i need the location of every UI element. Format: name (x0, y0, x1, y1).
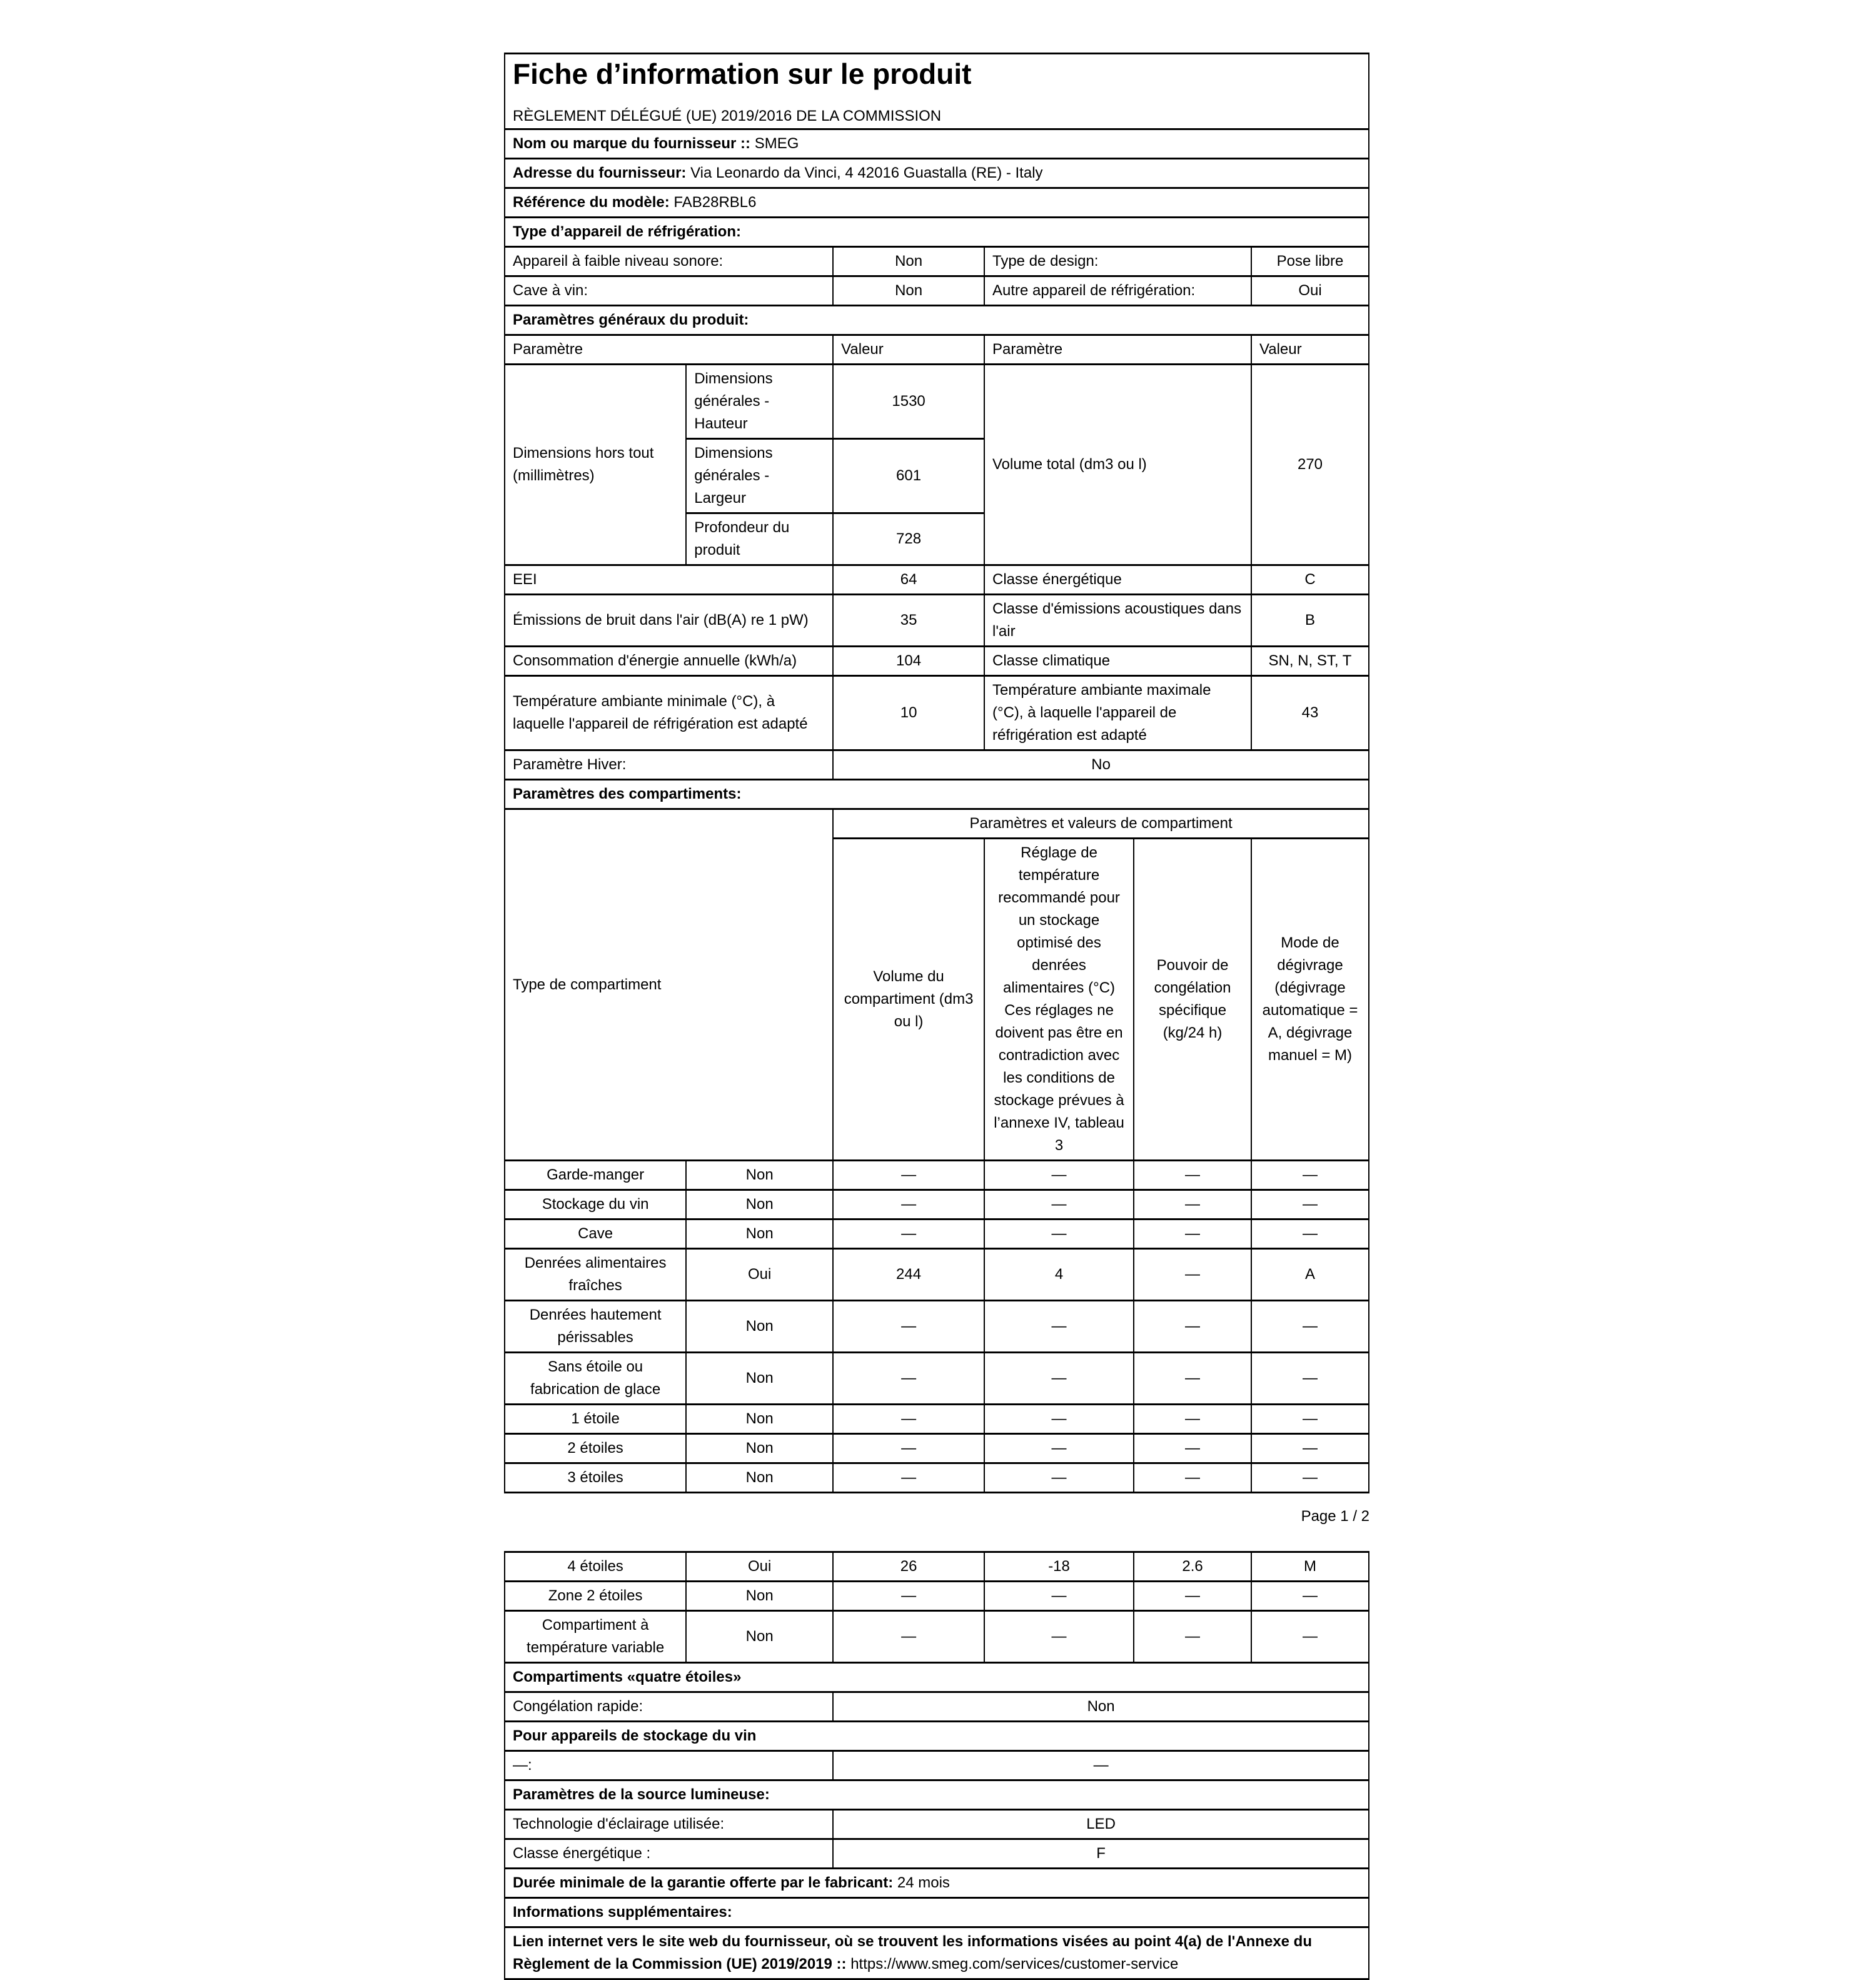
compartment-temp: — (984, 1161, 1134, 1190)
compartment-temp: — (984, 1611, 1134, 1663)
compartments-group-header-row (505, 809, 1369, 839)
wine-empty-row (505, 1751, 1369, 1780)
compartment-type: 2 étoiles (505, 1434, 686, 1463)
col-header-temp-setting: Réglage de température recommandé pour un stockage optimisé des denrées alimentaires (°C) Ces réglages ne doivent pas être en contradiction avec les conditions de stockage prévues à l’annexe IV, tableau 3 (984, 839, 1134, 1161)
compartment-temp: — (984, 1434, 1134, 1463)
compartment-present: Non (686, 1463, 833, 1493)
light-class-row (505, 1839, 1369, 1869)
compartment-freeze: — (1134, 1301, 1251, 1353)
supplier-name-label: Nom ou marque du fournisseur :: (513, 135, 751, 152)
other-appliance-label: Autre appareil de réfrigération: (984, 276, 1251, 306)
supplier-address-value: Via Leonardo da Vinci, 4 42016 Guastalla (RE) - Italy (690, 164, 1043, 181)
energy-class-label: Classe énergétique (984, 565, 1251, 595)
compartment-volume: — (833, 1611, 984, 1663)
compartment-freeze: — (1134, 1405, 1251, 1434)
winter-value: No (833, 750, 1369, 780)
type-row-1 (505, 247, 1369, 276)
compartment-defrost: — (1251, 1190, 1369, 1220)
dim-width-label: Dimensions générales - Largeur (686, 439, 833, 513)
compartment-volume: — (833, 1582, 984, 1611)
compartment-freeze: — (1134, 1353, 1251, 1405)
compartment-present: Oui (686, 1249, 833, 1301)
dim-height-value: 1530 (833, 365, 984, 439)
general-section-header: Paramètres généraux du produit: (505, 306, 1369, 335)
compartment-defrost: — (1251, 1220, 1369, 1249)
compartment-volume: — (833, 1220, 984, 1249)
climate-class-value: SN, N, ST, T (1251, 647, 1369, 676)
model-ref-value: FAB28RBL6 (673, 194, 757, 211)
compartment-row (505, 1405, 1369, 1434)
compartment-type: Stockage du vin (505, 1190, 686, 1220)
max-temp-value: 43 (1251, 676, 1369, 750)
compartments-section-header-row (505, 780, 1369, 809)
col-header-defrost-mode: Mode de dégivrage (dégivrage automatique = A, dégivrage manuel = M) (1251, 839, 1369, 1161)
compartment-row (505, 1301, 1369, 1353)
compartments-section-header: Paramètres des compartiments: (505, 780, 1369, 809)
compartment-defrost: — (1251, 1434, 1369, 1463)
model-ref-cell (505, 188, 1369, 218)
energy-consumption-row (505, 647, 1369, 676)
wine-section-header-row (505, 1722, 1369, 1751)
compartment-volume: — (833, 1301, 984, 1353)
compartment-defrost: M (1251, 1552, 1369, 1582)
model-ref-row (505, 188, 1369, 218)
compartment-volume: 26 (833, 1552, 984, 1582)
light-class-value: F (833, 1839, 1369, 1869)
noise-row (505, 595, 1369, 647)
compartment-volume: — (833, 1463, 984, 1493)
compartment-defrost: — (1251, 1463, 1369, 1493)
compartment-temp: — (984, 1405, 1134, 1434)
consumption-value: 104 (833, 647, 984, 676)
compartment-present: Non (686, 1405, 833, 1434)
compartment-volume: 244 (833, 1249, 984, 1301)
compartments-group-header: Paramètres et valeurs de compartiment (833, 809, 1369, 839)
product-fiche-document (504, 53, 1369, 1980)
noise-class-value: B (1251, 595, 1369, 647)
compartment-row (505, 1161, 1369, 1190)
compartment-temp: — (984, 1582, 1134, 1611)
low-noise-value: Non (833, 247, 984, 276)
wine-cellar-value: Non (833, 276, 984, 306)
title-row (505, 54, 1369, 129)
compartment-volume: — (833, 1353, 984, 1405)
type-row-2 (505, 276, 1369, 306)
param-header-1: Paramètre (505, 335, 833, 365)
compartment-freeze: — (1134, 1463, 1251, 1493)
compartment-volume: — (833, 1434, 984, 1463)
value-header-1: Valeur (833, 335, 984, 365)
other-appliance-value: Oui (1251, 276, 1369, 306)
dimensions-row-height (505, 365, 1369, 439)
wine-row-label: —: (505, 1751, 833, 1780)
consumption-label: Consommation d'énergie annuelle (kWh/a) (505, 647, 833, 676)
design-type-value: Pose libre (1251, 247, 1369, 276)
compartment-freeze: — (1134, 1220, 1251, 1249)
compartment-freeze: — (1134, 1582, 1251, 1611)
compartment-defrost: — (1251, 1611, 1369, 1663)
supplier-address-cell (505, 159, 1369, 188)
dimensions-label: Dimensions hors tout (millimètres) (505, 365, 686, 565)
warranty-label: Durée minimale de la garantie offerte par le fabricant: (513, 1874, 894, 1891)
compartment-present: Non (686, 1611, 833, 1663)
wine-row-value: — (833, 1751, 1369, 1780)
compartment-defrost: — (1251, 1301, 1369, 1353)
four-star-section-header-row (505, 1663, 1369, 1692)
compartment-temp: -18 (984, 1552, 1134, 1582)
low-noise-label: Appareil à faible niveau sonore: (505, 247, 833, 276)
compartment-defrost: — (1251, 1405, 1369, 1434)
supplier-address-label: Adresse du fournisseur: (513, 164, 687, 181)
compartment-type: Sans étoile ou fabrication de glace (505, 1353, 686, 1405)
compartment-type: 1 étoile (505, 1405, 686, 1434)
value-header-2: Valeur (1251, 335, 1369, 365)
compartment-type: Zone 2 étoiles (505, 1582, 686, 1611)
compartment-present: Non (686, 1220, 833, 1249)
compartment-present: Non (686, 1161, 833, 1190)
min-temp-label: Température ambiante minimale (°C), à laquelle l'appareil de réfrigération est adapté (505, 676, 833, 750)
compartment-freeze: — (1134, 1611, 1251, 1663)
supplier-link-label: Lien internet vers le site web du fournisseur, où se trouvent les informations visées au point 4(a) de l'Annexe du Règlement de la Commission (UE) 2019/2019 :: (513, 1933, 1312, 1972)
quick-freeze-value: Non (833, 1692, 1369, 1722)
col-header-volume: Volume du compartiment (dm3 ou l) (833, 839, 984, 1161)
supplier-link-cell (505, 1927, 1369, 1979)
page2-table (504, 1551, 1369, 1980)
four-star-section-header: Compartiments «quatre étoiles» (505, 1663, 1369, 1692)
noise-class-label: Classe d'émissions acoustiques dans l'air (984, 595, 1251, 647)
compartment-row (505, 1582, 1369, 1611)
winter-label: Paramètre Hiver: (505, 750, 833, 780)
compartment-freeze: — (1134, 1434, 1251, 1463)
warranty-value: 24 mois (897, 1874, 950, 1891)
total-volume-value: 270 (1251, 365, 1369, 565)
compartment-row (505, 1249, 1369, 1301)
dim-height-label: Dimensions générales - Hauteur (686, 365, 833, 439)
page1-table (504, 53, 1369, 1493)
compartment-defrost: — (1251, 1161, 1369, 1190)
compartment-row (505, 1434, 1369, 1463)
max-temp-label: Température ambiante maximale (°C), à laquelle l'appareil de réfrigération est adapté (984, 676, 1251, 750)
compartment-temp: — (984, 1220, 1134, 1249)
additional-info-header-row (505, 1898, 1369, 1927)
compartment-row (505, 1611, 1369, 1663)
compartment-freeze: — (1134, 1190, 1251, 1220)
title-cell (505, 54, 1369, 129)
additional-info-header: Informations supplémentaires: (505, 1898, 1369, 1927)
compartment-defrost: — (1251, 1582, 1369, 1611)
compartment-temp: — (984, 1463, 1134, 1493)
supplier-name-cell (505, 129, 1369, 159)
min-temp-value: 10 (833, 676, 984, 750)
compartment-volume: — (833, 1190, 984, 1220)
compartment-present: Non (686, 1434, 833, 1463)
compartment-defrost: — (1251, 1353, 1369, 1405)
eei-row (505, 565, 1369, 595)
quick-freeze-label: Congélation rapide: (505, 1692, 833, 1722)
compartment-temp: — (984, 1353, 1134, 1405)
total-volume-label: Volume total (dm3 ou l) (984, 365, 1251, 565)
light-section-header: Paramètres de la source lumineuse: (505, 1780, 1369, 1810)
compartment-present: Non (686, 1190, 833, 1220)
model-ref-label: Référence du modèle: (513, 194, 670, 211)
compartment-row (505, 1552, 1369, 1582)
compartment-freeze: 2.6 (1134, 1552, 1251, 1582)
light-tech-value: LED (833, 1810, 1369, 1839)
general-section-header-row (505, 306, 1369, 335)
design-type-label: Type de design: (984, 247, 1251, 276)
page-indicator: Page 1 / 2 (1301, 1508, 1369, 1525)
col-header-freezing-capacity: Pouvoir de congélation spécifique (kg/24 h) (1134, 839, 1251, 1161)
supplier-link-row (505, 1927, 1369, 1979)
compartment-temp: — (984, 1190, 1134, 1220)
supplier-link-url: https://www.smeg.com/services/customer-service (850, 1956, 1179, 1972)
energy-class-value: C (1251, 565, 1369, 595)
compartment-present: Oui (686, 1552, 833, 1582)
light-section-header-row (505, 1780, 1369, 1810)
ambient-temperature-row (505, 676, 1369, 750)
dim-depth-label: Profondeur du produit (686, 513, 833, 565)
compartment-type: 3 étoiles (505, 1463, 686, 1493)
light-tech-row (505, 1810, 1369, 1839)
wine-section-header: Pour appareils de stockage du vin (505, 1722, 1369, 1751)
compartment-type: Compartiment à température variable (505, 1611, 686, 1663)
dim-depth-value: 728 (833, 513, 984, 565)
climate-class-label: Classe climatique (984, 647, 1251, 676)
type-section-header-row (505, 218, 1369, 247)
regulation-subtitle: RÈGLEMENT DÉLÉGUÉ (UE) 2019/2016 DE LA COMMISSION (513, 108, 942, 124)
light-tech-label: Technologie d'éclairage utilisée: (505, 1810, 833, 1839)
compartment-row (505, 1190, 1369, 1220)
noise-label: Émissions de bruit dans l'air (dB(A) re 1 pW) (505, 595, 833, 647)
supplier-address-row (505, 159, 1369, 188)
compartment-volume: — (833, 1405, 984, 1434)
param-value-header-row (505, 335, 1369, 365)
compartment-freeze: — (1134, 1249, 1251, 1301)
wine-cellar-label: Cave à vin: (505, 276, 833, 306)
compartment-temp: 4 (984, 1249, 1134, 1301)
compartment-type: Garde-manger (505, 1161, 686, 1190)
compartment-row (505, 1353, 1369, 1405)
compartment-type: Denrées hautement périssables (505, 1301, 686, 1353)
compartment-row (505, 1220, 1369, 1249)
warranty-row (505, 1869, 1369, 1898)
supplier-name-value: SMEG (754, 135, 799, 152)
compartment-type-header: Type de compartiment (505, 809, 833, 1161)
winter-row (505, 750, 1369, 780)
compartment-row (505, 1463, 1369, 1493)
compartment-type: 4 étoiles (505, 1552, 686, 1582)
compartment-type: Denrées alimentaires fraîches (505, 1249, 686, 1301)
noise-value: 35 (833, 595, 984, 647)
compartment-present: Non (686, 1582, 833, 1611)
light-class-label: Classe énergétique : (505, 1839, 833, 1869)
eei-value: 64 (833, 565, 984, 595)
dim-width-value: 601 (833, 439, 984, 513)
compartment-volume: — (833, 1161, 984, 1190)
compartment-type: Cave (505, 1220, 686, 1249)
warranty-cell (505, 1869, 1369, 1898)
compartment-defrost: A (1251, 1249, 1369, 1301)
compartment-present: Non (686, 1301, 833, 1353)
quick-freeze-row (505, 1692, 1369, 1722)
eei-label: EEI (505, 565, 833, 595)
supplier-name-row (505, 129, 1369, 159)
compartment-present: Non (686, 1353, 833, 1405)
compartment-freeze: — (1134, 1161, 1251, 1190)
param-header-2: Paramètre (984, 335, 1251, 365)
type-section-header: Type d’appareil de réfrigération: (505, 218, 1369, 247)
compartment-temp: — (984, 1301, 1134, 1353)
page-title: Fiche d’information sur le produit (513, 58, 972, 90)
